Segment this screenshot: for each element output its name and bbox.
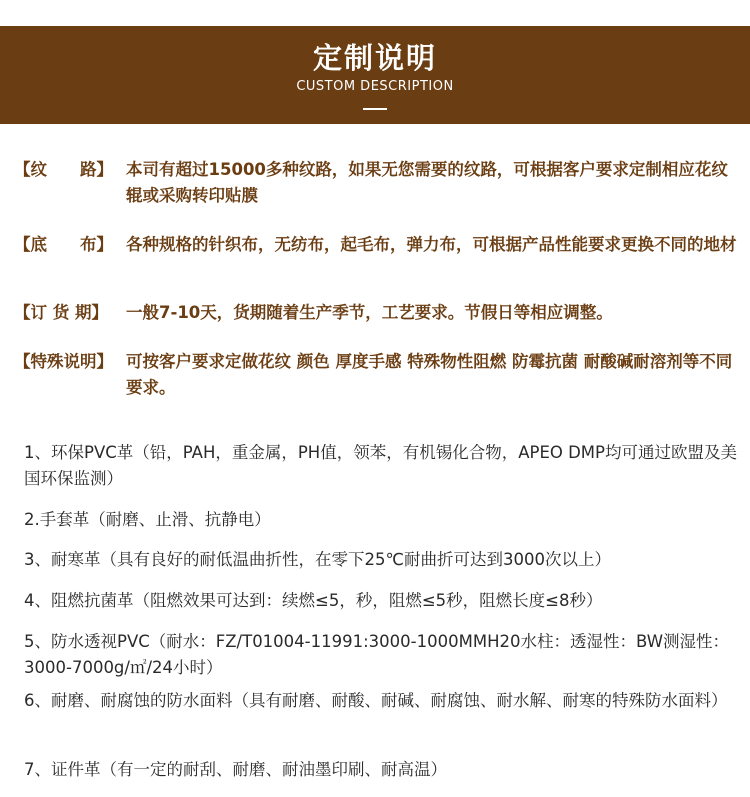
page-title: 定制说明 (312, 41, 437, 75)
note-item-5: 5、防水透视PVC（耐水：FZ/T01004-11991:3000-1000MMH20水柱：透湿性：BW测湿性：3000-7000g/㎡/24小时） (24, 632, 730, 677)
spec-label: 【底 布】 (14, 235, 113, 254)
page-subtitle: CUSTOM DESCRIPTION (296, 79, 454, 94)
note-item-1: 1、环保PVC革（铅，PAH，重金属，PH值，领苯，有机锡化合物，APEO DMP均可通过欧盟及美国环保监测） (24, 443, 737, 488)
header-banner (0, 26, 750, 124)
spec-texture (14, 157, 744, 209)
note-item-2: 2.手套革（耐磨、止滑、抗静电） (24, 510, 271, 529)
spec-lead-time (14, 300, 744, 326)
note-item-4: 4、阻燃抗菌革（阻燃效果可达到：续燃≤5，秒，阻燃≤5秒，阻燃长度≤8秒） (24, 591, 603, 610)
spec-special (14, 349, 744, 401)
note-item-7: 7、证件革（有一定的耐刮、耐磨、耐油墨印刷、耐高温） (24, 760, 447, 779)
spec-label: 【纹 路】 (14, 160, 113, 179)
spec-text: 各种规格的针织布，无纺布，起毛布，弹力布，可根据产品性能要求更换不同的地材 (126, 235, 737, 254)
spec-base-fabric (14, 232, 744, 258)
spec-label: 【订 货 期】 (14, 303, 108, 322)
note-item-6: 6、耐磨、耐腐蚀的防水面料（具有耐磨、耐酸、耐碱、耐腐蚀、耐水解、耐寒的特殊防水面料） (24, 691, 728, 710)
spec-text: 本司有超过15000多种纹路，如果无您需要的纹路，可根据客户要求定制相应花纹辊或采购转印贴膜 (126, 160, 728, 205)
note-item-3: 3、耐寒革（具有良好的耐低温曲折性，在零下25℃耐曲折可达到3000次以上） (24, 550, 612, 569)
spec-label: 【特殊说明】 (14, 352, 113, 371)
title-underline (363, 108, 387, 110)
spec-text: 一般7-10天，货期随着生产季节，工艺要求。节假日等相应调整。 (126, 303, 613, 322)
spec-text: 可按客户要求定做花纹 颜色 厚度手感 特殊物性阻燃 防霉抗菌 耐酸碱耐溶剂等不同要求。 (126, 352, 733, 397)
